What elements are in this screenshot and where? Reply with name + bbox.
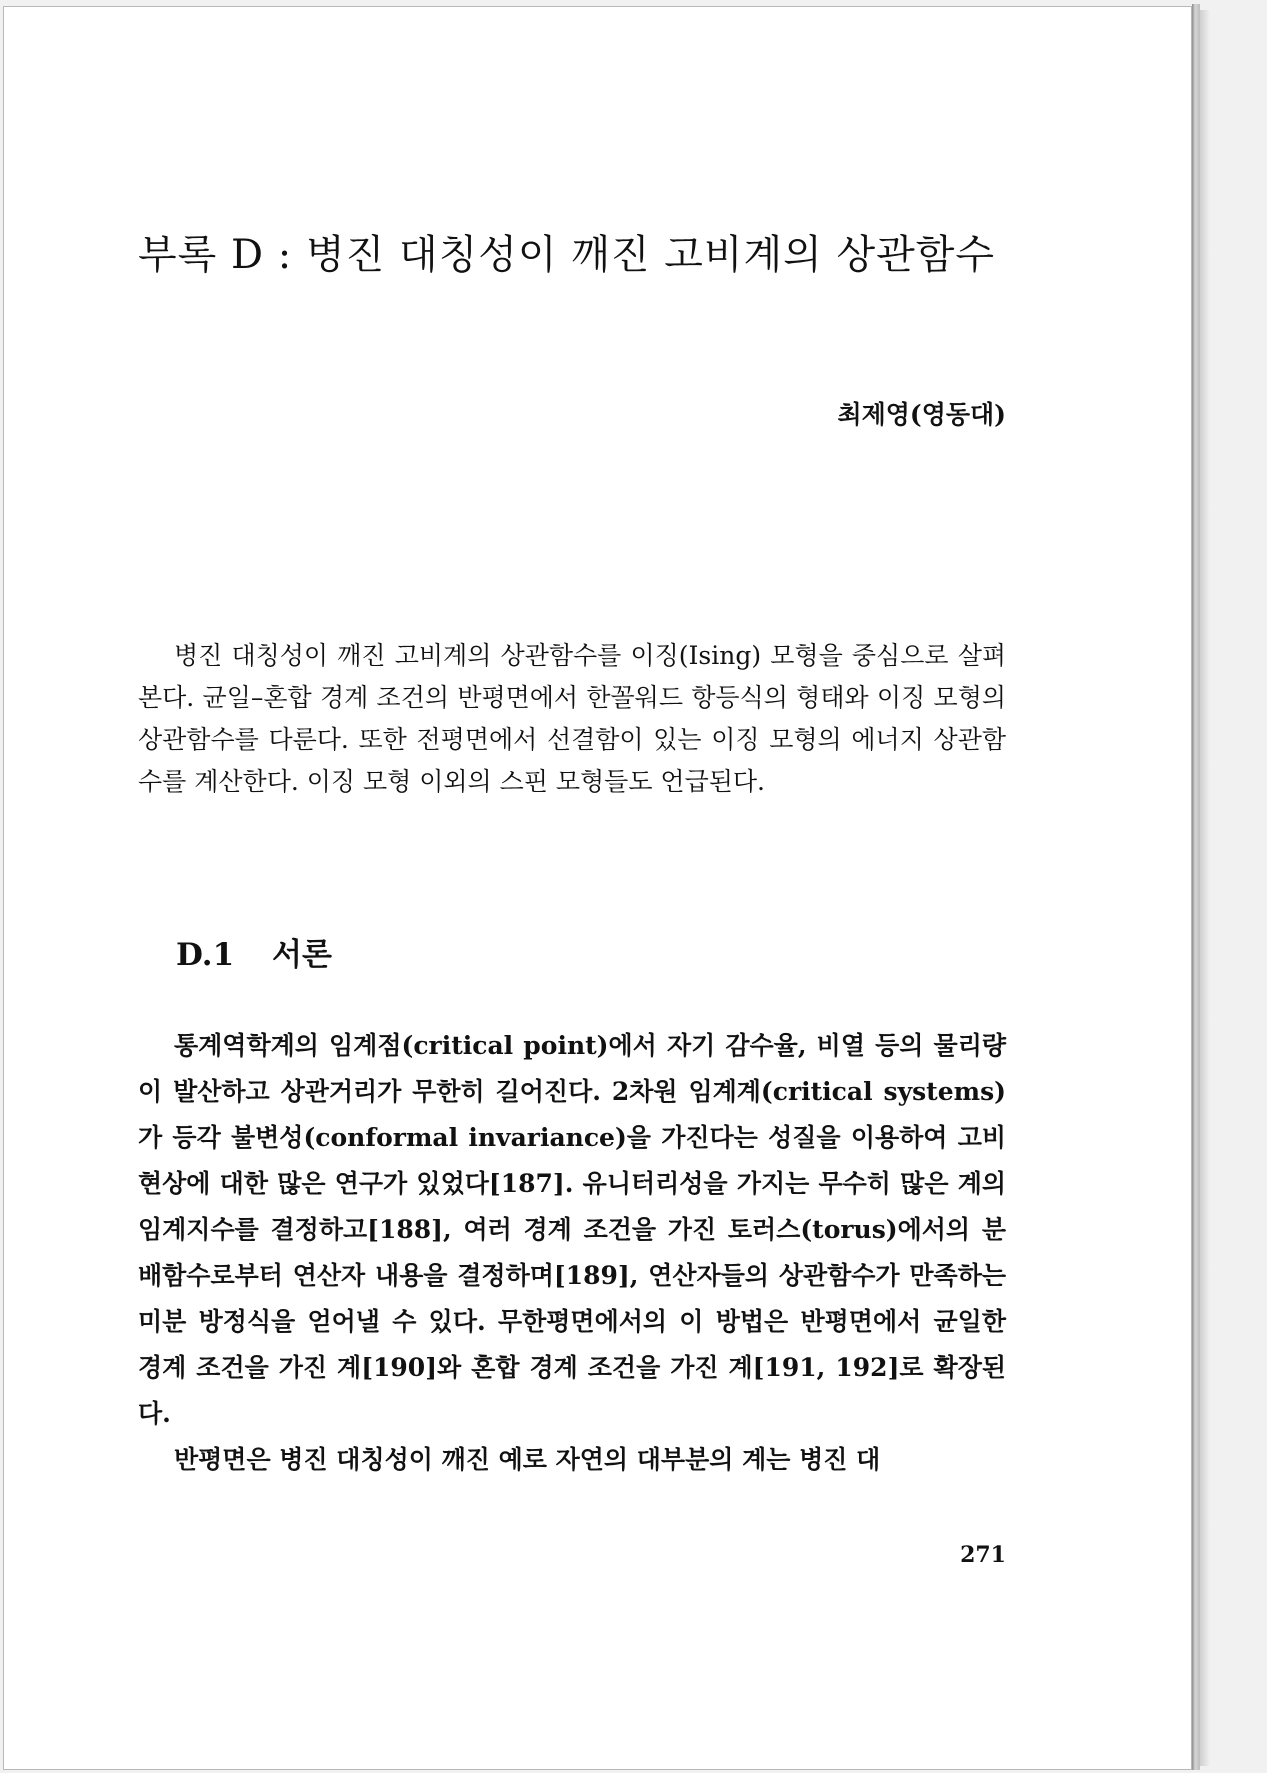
section-body [138, 1023, 1006, 1483]
page-shadow [1200, 10, 1210, 1766]
chapter-abstract: 병진 대칭성이 깨진 고비계의 상관함수를 이징(Ising) 모형을 중심으로 살펴본다. 균일–혼합 경계 조건의 반평면에서 한꼴워드 항등식의 형태와 이징 모형의 상관함수를 다룬다. 또한 전평면에서 선결함이 있는 이징 모형의 에너지 상관함수를 계산한다. 이징 모형 이외의 스핀 모형들도 언급된다. [138, 641, 1006, 796]
chapter-title: 부록 D : 병진 대칭성이 깨진 고비계의 상관함수 [138, 232, 996, 278]
body-paragraph: 통계역학계의 임계점(critical point)에서 자기 감수율, 비열 등의 물리량이 발산하고 상관거리가 무한히 길어진다. 2차원 임계계(critical systems)가 등각 불변성(conformal invariance)을 가진다는 성질을 이용하여 고비 현상에 대한 많은 연구가 있었다[187]. 유니터리성을 가지는 무수히 많은 계의 임계지수를 결정하고[188], 여러 경계 조건을 가진 토러스(torus)에서의 분배함수로부터 연산자 내용을 결정하며[189], 연산자들의 상관함수가 만족하는 미분 방정식을 얻어낼 수 있다. 무한평면에서의 이 방법은 반평면에서 균일한 경계 조건을 가진 계[190]와 혼합 경계 조건을 가진 계[191, 192]로 확장된다. [138, 1031, 1006, 1428]
chapter-author: 최제영(영동대) [837, 400, 1006, 429]
section-number: D.1 [176, 937, 235, 973]
section-title: 서론 [272, 937, 332, 973]
page-number: 271 [960, 1542, 1006, 1568]
body-paragraph: 반평면은 병진 대칭성이 깨진 예로 자연의 대부분의 계는 병진 대 [174, 1445, 881, 1474]
section-heading [176, 929, 332, 974]
page-edge [1192, 4, 1200, 1770]
book-page [3, 6, 1192, 1770]
